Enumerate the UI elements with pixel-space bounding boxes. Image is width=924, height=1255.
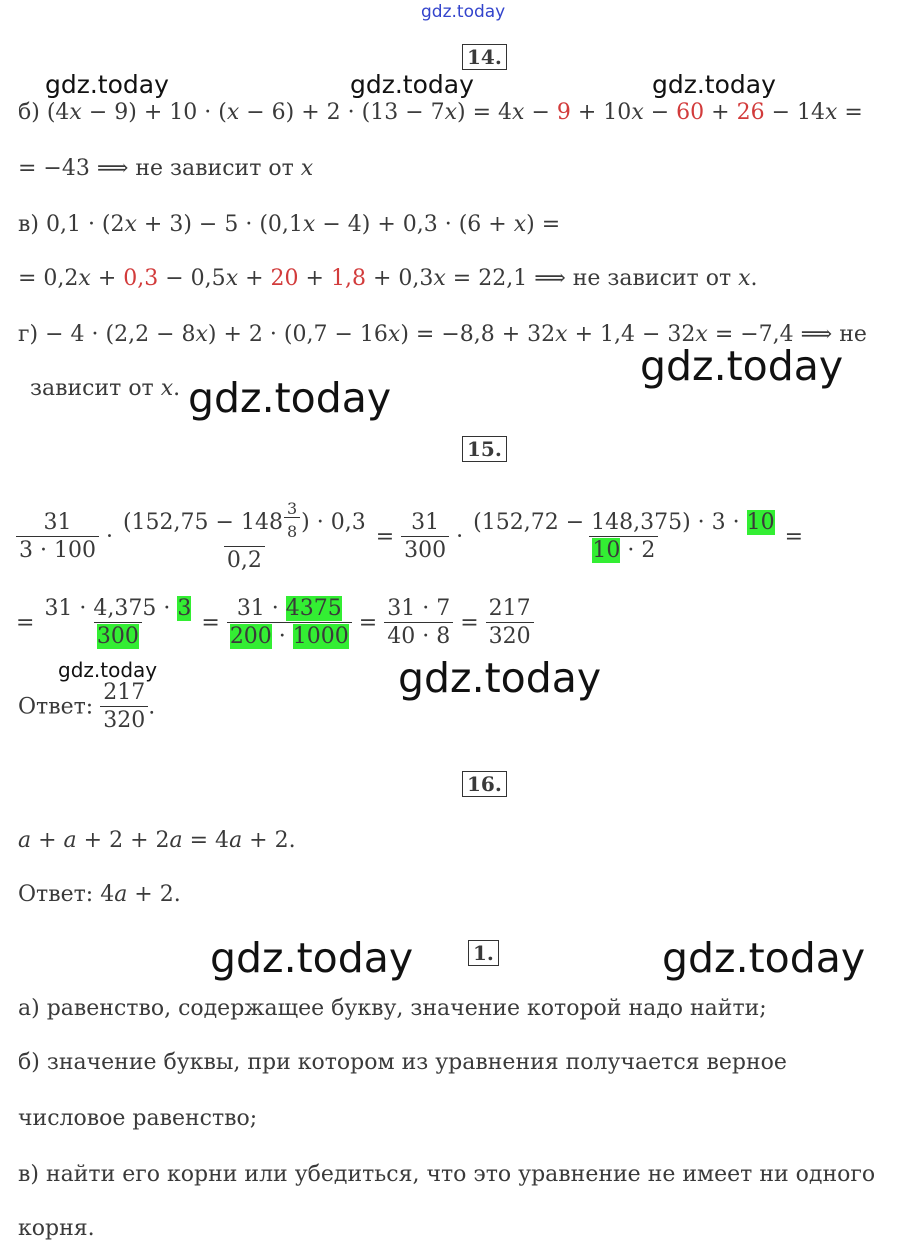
section-1-v-line2: корня. (18, 1216, 95, 1241)
watermark: gdz.today (662, 934, 866, 982)
section-14-number: 14. (462, 44, 507, 70)
section-14-g-line2: зависит от x. (30, 376, 181, 401)
section-14-v-line2: = 0,2x + 0,3 − 0,5x + 20 + 1,8 + 0,3x = 22,1 ⟹ не зависит от x. (18, 266, 758, 291)
fraction: $\frac{31 \cdot 4375}{200 \cdot 1000}$ (227, 596, 352, 651)
watermark: gdz.today (398, 654, 602, 702)
watermark: gdz.today (640, 342, 844, 390)
watermark: gdz.today (58, 658, 158, 682)
fraction: $\frac{31 \cdot 7}{40 \cdot 8}$ (384, 596, 453, 651)
fraction: $\frac{31 \cdot 4,375 \cdot 3}{300}$ (44, 596, 192, 649)
fraction: $\frac{217}{320}$ (486, 596, 534, 651)
fraction: (152,75 − 148 $\frac{3}{8}$ ) · 0,3 0,2 (122, 499, 366, 573)
section-1-a: а) равенство, содержащее букву, значение которой надо найти; (18, 996, 767, 1021)
fraction: $\frac{217}{320}$ (100, 680, 148, 735)
section-16-number: 16. (462, 771, 507, 797)
section-14-b-line2: = −43 ⟹ не зависит от x (18, 156, 314, 181)
watermark-top: gdz.today (421, 2, 506, 22)
watermark: gdz.today (188, 374, 392, 422)
watermark: gdz.today (652, 70, 776, 99)
section-1-number: 1. (468, 940, 499, 966)
section-15-row2: = $\frac{31 \cdot 4,375 \cdot 3}{300}$ = $\frac{31 \cdot 4375}{200 \cdot 1000}$ = $\frac{31 \cdot 7}{40 \cdot 8}$ = $\frac{217}{320}$ (16, 596, 534, 651)
section-1-b-line2: числовое равенство; (18, 1106, 258, 1131)
section-1-v-line1: в) найти его корни или убедиться, что это уравнение не имеет ни одного (18, 1162, 876, 1187)
watermark: gdz.today (210, 934, 414, 982)
fraction: $\frac{31}{3 \cdot 100}$ (16, 510, 99, 565)
section-14-v-line1: в) 0,1 · (2x + 3) − 5 · (0,1x − 4) + 0,3 · (6 + x) = (18, 212, 561, 237)
section-16-answer: Ответ: 4a + 2. (18, 882, 181, 907)
section-14-b-line1: б) (4x − 9) + 10 · (x − 6) + 2 · (13 − 7x) = 4x − 9 + 10x − 60 + 26 − 14x = (18, 100, 863, 125)
fraction: $\frac{(152,72 - 148,375) \cdot 3 \cdot 10}{10 \cdot 2}$ (473, 510, 775, 563)
section-15-row1: $\frac{31}{3 \cdot 100}$ · (152,75 − 148 $\frac{3}{8}$ ) · 0,3 0,2 = $\frac{31}{300}$ · $\frac{(152,72 - 148,375) \cdot 3 \cdot 10}{10 \cdot 2}$ = (16, 500, 803, 575)
section-14-g-line1: г) − 4 · (2,2 − 8x) + 2 · (0,7 − 16x) = −8,8 + 32x + 1,4 − 32x = −7,4 ⟹ не (18, 322, 867, 347)
fraction: $\frac{31}{300}$ (401, 510, 449, 565)
watermark: gdz.today (45, 70, 169, 99)
section-15-number: 15. (462, 436, 507, 462)
section-16-line1: a + a + 2 + 2a = 4a + 2. (18, 828, 296, 853)
section-15-answer: Ответ: $\frac{217}{320}$ . (18, 680, 156, 733)
watermark: gdz.today (350, 70, 474, 99)
section-1-b-line1: б) значение буквы, при котором из уравнения получается верное (18, 1050, 787, 1075)
